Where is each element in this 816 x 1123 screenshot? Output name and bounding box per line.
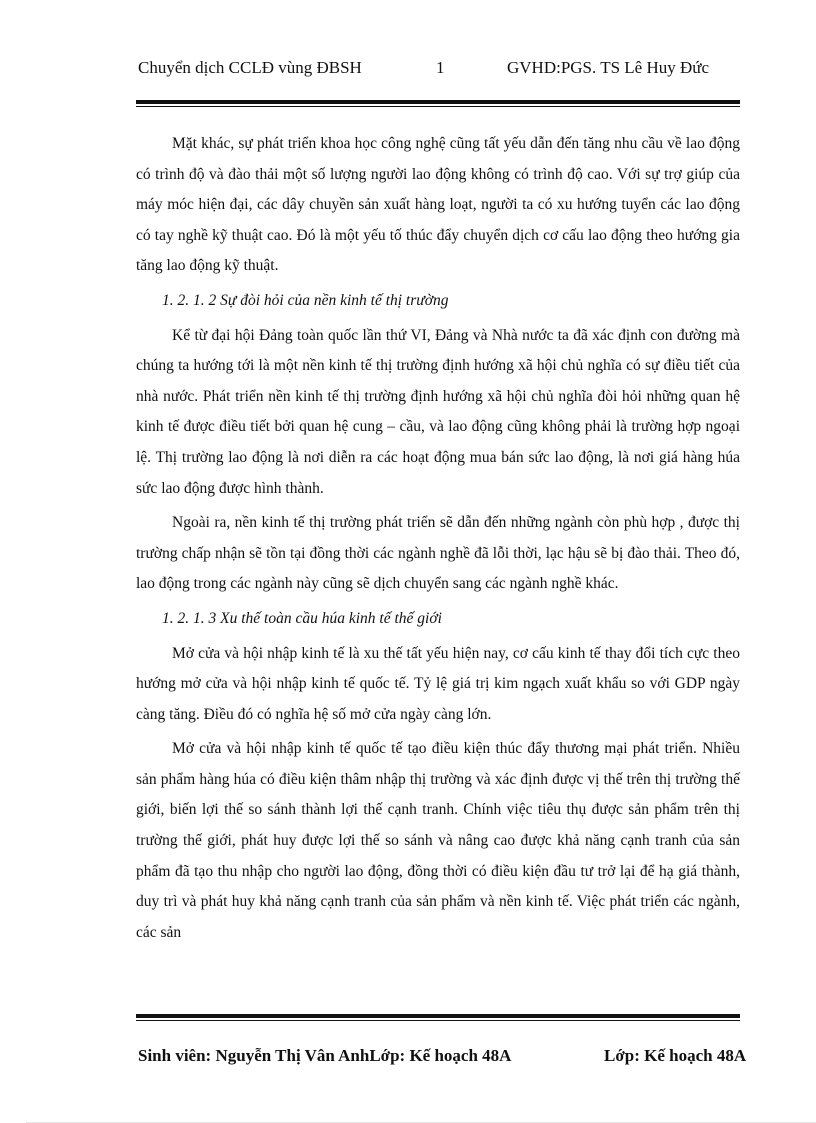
header-title: Chuyển dịch CCLĐ vùng ĐBSH xyxy=(138,58,362,77)
header-divider xyxy=(136,100,740,107)
paragraph: Mở cửa và hội nhập kinh tế là xu thế tất yếu hiện nay, cơ cấu kinh tế thay đổi tích cực theo hướng mở cửa và hội nhập kinh tế quốc tế. Tỷ lệ giá trị kim ngạch xuất khẩu so với GDP ngày càng tăng. Điều đó có nghĩa hệ số mở cửa ngày càng lớn. xyxy=(136,644,740,723)
paragraph: Ngoài ra, nền kinh tế thị trường phát triển sẽ dẫn đến những ngành còn phù hợp , được thị trường chấp nhận sẽ tồn tại đồng thời các ngành nghề đã lỗi thời, lạc hậu sẽ bị đào thải. Theo đó, lao động trong các ngành này cũng sẽ dịch chuyển sang các ngành nghề khác. xyxy=(136,514,740,593)
document-body xyxy=(136,129,740,952)
footer-divider xyxy=(136,1014,740,1021)
paragraph: Mặt khác, sự phát triển khoa học công nghệ cũng tất yếu dẫn đến tăng nhu cầu về lao động có trình độ và đào thải một số lượng người lao động không có trình độ cao. Với sự trợ giúp của máy móc hiện đại, các dây chuyền sản xuất hàng loạt, người ta có xu hướng tuyển các lao động có tay nghề kỹ thuật cao. Đó là một yếu tố thúc đẩy chuyển dịch cơ cấu lao động theo hướng gia tăng lao động kỹ thuật. xyxy=(136,135,740,275)
header-page-number: 1 xyxy=(436,58,445,77)
header-advisor: GVHD:PGS. TS Lê Huy Đức xyxy=(507,58,710,77)
section-heading: 1. 2. 1. 2 Sự đòi hỏi của nền kinh tế thị trường xyxy=(162,291,449,309)
section-heading: 1. 2. 1. 3 Xu thế toàn cầu húa kinh tế thế giới xyxy=(162,609,442,627)
footer-class: Lớp: Kế hoạch 48A xyxy=(604,1046,747,1065)
footer-student: Sinh viên: Nguyễn Thị Vân AnhLớp: Kế hoạch 48A xyxy=(138,1046,512,1065)
paragraph: Mở cửa và hội nhập kinh tế quốc tế tạo điều kiện thúc đẩy thương mại phát triển. Nhiều sản phẩm hàng húa có điều kiện thâm nhập thị trường và xác định được vị thế trên thị trường thế giới, biến lợi thế so sánh thành lợi thế cạnh tranh. Chính việc tiêu thụ được sản phẩm trên thị trường thế giới, phát huy được lợi thế so sánh và nâng cao được khả năng cạnh tranh của sản phẩm đã tạo thu nhập cho người lao động, đồng thời có điều kiện đầu tư trở lại để hạ giá thành, duy trì và phát huy khả năng cạnh tranh của sản phẩm và nền kinh tế. Việc phát triển các ngành, các sản xyxy=(136,740,740,941)
paragraph: Kể từ đại hội Đảng toàn quốc lần thứ VI, Đảng và Nhà nước ta đã xác định con đường mà chúng ta hướng tới là một nền kinh tế thị trường định hướng xã hội chủ nghĩa có sự điều tiết của nhà nước. Phát triển nền kinh tế thị trường định hướng xã hội chủ nghĩa đòi hỏi những quan hệ kinh tế được điều tiết bởi quan hệ cung – cầu, và lao động cũng không phải là trường hợp ngoại lệ. Thị trường lao động là nơi diễn ra các hoạt động mua bán sức lao động, là nơi giá hàng húa sức lao động được hình thành. xyxy=(136,326,740,497)
